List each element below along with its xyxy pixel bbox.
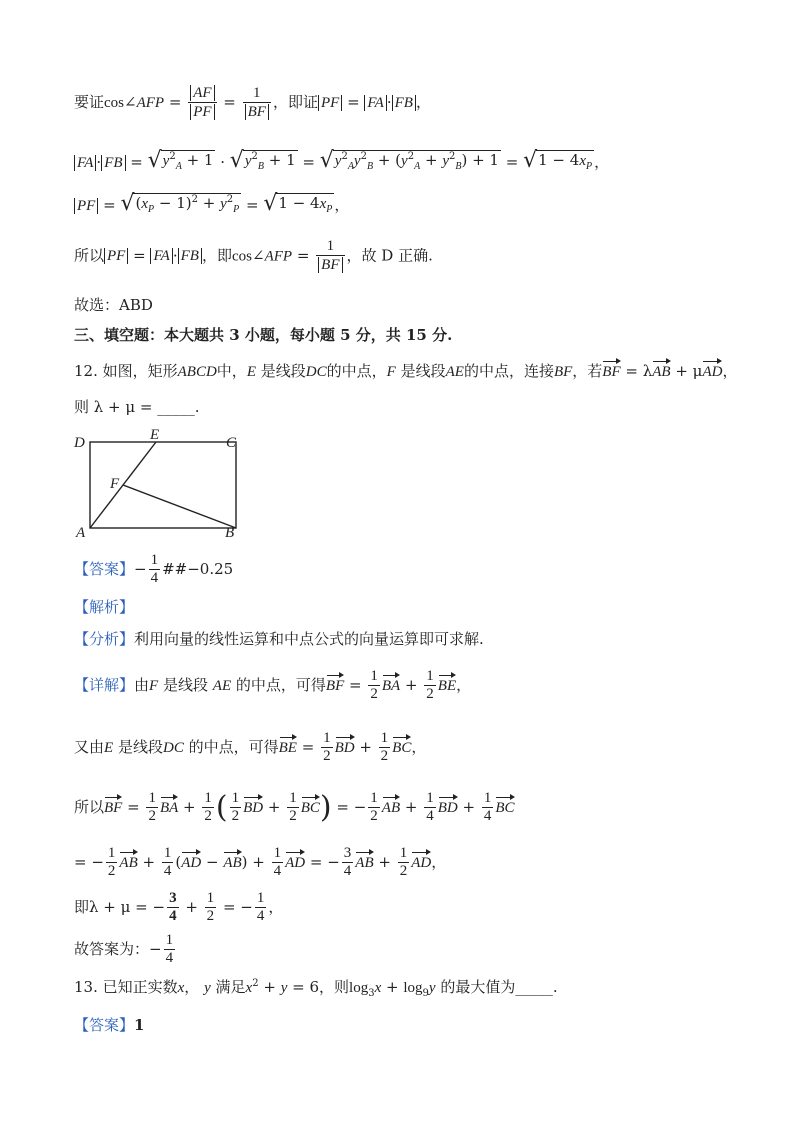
label-b: B: [225, 525, 235, 540]
answer-13-line: [74, 1016, 144, 1034]
text: 即: [74, 897, 90, 916]
text: 的中点，连接: [463, 362, 554, 380]
section-heading: 三、填空题：本大题共 3 小题，每小题 5 分，共 15 分.: [74, 326, 453, 344]
detail-line-2: 又由E 是线段DC 的中点，可得BE = $\frac{1}{2}$ BD + $\frac{1}{2}$ BC，: [74, 730, 427, 765]
detail-line-4: = − $\frac{1}{2}$ AB + $\frac{1}{4}$ (AD − AB) + $\frac{1}{4}$ AD = − $\frac{3}{4}$ AB + $\frac{1}{2}$ AD，: [74, 845, 447, 880]
answer-13-value: 1: [134, 1016, 145, 1034]
label-a: A: [76, 525, 86, 540]
text: ，故 D 正确.: [346, 246, 433, 265]
text: 是线段: [162, 675, 208, 694]
rectangle-figure: [70, 428, 250, 540]
detail-line-3: 所以BF = $\frac{1}{2}$ BA + $\frac{1}{2}$ ( $\frac{1}{2}$ BD + $\frac{1}{2}$ BC) = − $\frac{1}{2}$ AB + $\frac{1}{4}$ BD + $\frac{1}{4}$ BC: [74, 789, 515, 825]
text: 的中点，可得: [188, 737, 279, 756]
text: 满足: [215, 978, 246, 996]
question-13: 13. 已知正实数x， y 满足$x^2 + y = 6$，则$\log_3x + \log_9y$ 的最大值为_____.: [74, 978, 558, 999]
text: ，若: [572, 362, 603, 380]
text: 是线段: [117, 737, 163, 756]
proof-line-product: FA · FB = √ $y^2_A + 1$ · √ $y^2_B + 1$ = √ $y^2_Ay^2_B + (y^2_A + y^2_B) + 1$ = √ $1 - 4x_P$ ，: [74, 150, 609, 173]
label-d: D: [74, 435, 85, 451]
proof-line-conclusion: 所以 PF = FA · FB ，即cos∠AFP = $\frac{1}{BF}$ ，故 D 正确.: [74, 238, 433, 274]
proof-line-cos: 要证cos∠AFP = $\frac{AF}{PF}$ = $\frac{1}{BF}$ ，即证 PF = FA · FB ，: [74, 84, 431, 121]
detail-line-1: 【详解】由F 是线段 AE 的中点，可得BF = $\frac{1}{2}$ BA + $\frac{1}{2}$ BE，: [74, 668, 472, 703]
text: 所以: [74, 797, 105, 816]
detail-line-5: 即λ + μ = − $\frac{3}{4}$ + $\frac{1}{2}$ = − $\frac{1}{4}$ ，: [74, 890, 284, 925]
answer-line: 【答案】− $\frac{1}{4}$ ##−0.25: [74, 552, 234, 587]
text: 利用向量的线性运算和中点公式的向量运算即可求解.: [134, 630, 484, 648]
label-f: F: [110, 476, 120, 492]
text: 的最大值为_____.: [440, 978, 558, 996]
text: 中，: [216, 362, 247, 380]
text: 的中点，: [326, 362, 387, 380]
choice-line: 故选：ABD: [74, 296, 153, 314]
answer-tag: 【答案】: [74, 559, 135, 578]
text: 13. 已知正实数: [74, 978, 178, 996]
text: ，则: [319, 978, 350, 996]
text: 是线段: [400, 362, 446, 380]
text: ##−0.25: [162, 559, 234, 578]
analysis-line: [74, 630, 484, 648]
text: 12. 如图，矩形: [74, 362, 178, 380]
label-e: E: [150, 428, 160, 443]
text: ，即证: [272, 92, 318, 111]
text: 是线段: [260, 362, 306, 380]
question-12-blank: 则 λ + μ = _____.: [74, 398, 200, 416]
label-c: C: [226, 435, 237, 451]
question-12: 12. 如图，矩形ABCD中，E 是线段DC的中点，F 是线段AE的中点，连接BF，若BF = λAB + μAD，: [74, 362, 738, 380]
jiexi-tag: 【解析】: [74, 598, 135, 616]
analysis-tag: 【分析】: [74, 630, 135, 648]
text: 又由: [74, 737, 105, 756]
detail-tag: 【详解】: [74, 675, 135, 694]
answer-13-tag: 【答案】: [74, 1016, 135, 1034]
text: 的中点，可得: [235, 675, 326, 694]
text: 所以: [74, 246, 105, 265]
text: ，即: [201, 246, 232, 265]
text: 要证: [74, 92, 105, 111]
text: 由: [134, 675, 150, 694]
detail-line-6: 故答案为：− $\frac{1}{4}$: [74, 932, 174, 967]
segment-bf: [123, 485, 236, 528]
proof-line-pf: PF = √ $(x_P - 1)^2 + y^2_P$ = √ $1 - 4x_P$ ，: [74, 193, 349, 216]
text: 故答案为：: [74, 939, 150, 958]
